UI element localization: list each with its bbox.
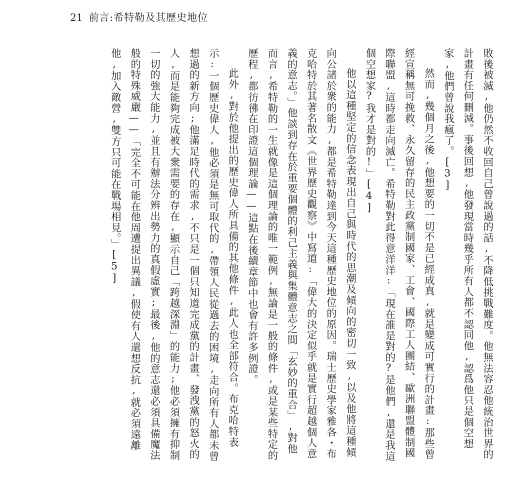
page-number: 21 [70, 13, 83, 24]
running-title: 前言:希特勒及其歷史地位 [88, 13, 209, 24]
paragraph-2: 然而,幾個月之後,他想要的一切不是已經成真,就是變成可實行的計畫:那些曾經宣稱無可挽救、永久留存的民主政黨制國家、工會、國際工人團結、歐洲聯盟體制國際聯盟,這時都走向滅亡。希特勒對此得意洋洋:「現在誰是對的?是他們,還是我這個空想家?我才是對的!」[4] [363, 48, 434, 462]
running-header [70, 12, 208, 26]
paragraph-4: 此外,對於他提出的歷史偉人所具備的其他條件,此人也全部符合。布克哈特表示:一個歷史偉人,他必須是無可取代的,帶領人民從過去的困境,走向所有人都未曾想過的新方向;他滿足時代的需求,不只是一個只知道完成黨的計畫、發洩黨的怒火的人,而是能夠完成被大衆需要的存在,顯示自己「跨越深淵」的能力;他必須擁有抑制一切的強大能力,並且有辦法分辨出勢力的真假虛實;最後,他的意志還必須具備魔法般的特殊威嚴——「完全不可能在他周遭提出異議,假使有人還想反抗,就必須遠離他,加入敵營,雙方只可能在戰場相見。」[5] [108, 48, 238, 462]
paragraph-1: 敗後被滅,他仍然不收回自己曾說過的話,不降低挑戰難度。他無法容忍他統治世界的計畫有任何刪減。事後回想,他發現當時幾乎所有人都不認同他,認爲他只是個空想家,他們曾說我瘋了。[3] [441, 48, 492, 460]
paragraph-3: 他以這種堅定的信念表現出自己與時代的思潮及傾向的密切一致,以及他將這種傾向公諸於衆的能力,都是希特勒達到今天這種歷史地位的原因。瑞士歷史學家雅各・布克哈特於其著名散文《世界歷史觀察》中寫道:「偉大的決定似乎就是實行超越個人意義的意志。」他談到存在於重要個體的利己主義與集體意志之間「玄妙的重合」,對他而言,希特勒的一生就像是這個理論的唯一範例,無論是一般的條件,或是某些特定的歷程,都彷彿在印證這個理論——這點在後續章節中也會有許多例證。 [245, 48, 355, 461]
body-text [66, 48, 496, 463]
